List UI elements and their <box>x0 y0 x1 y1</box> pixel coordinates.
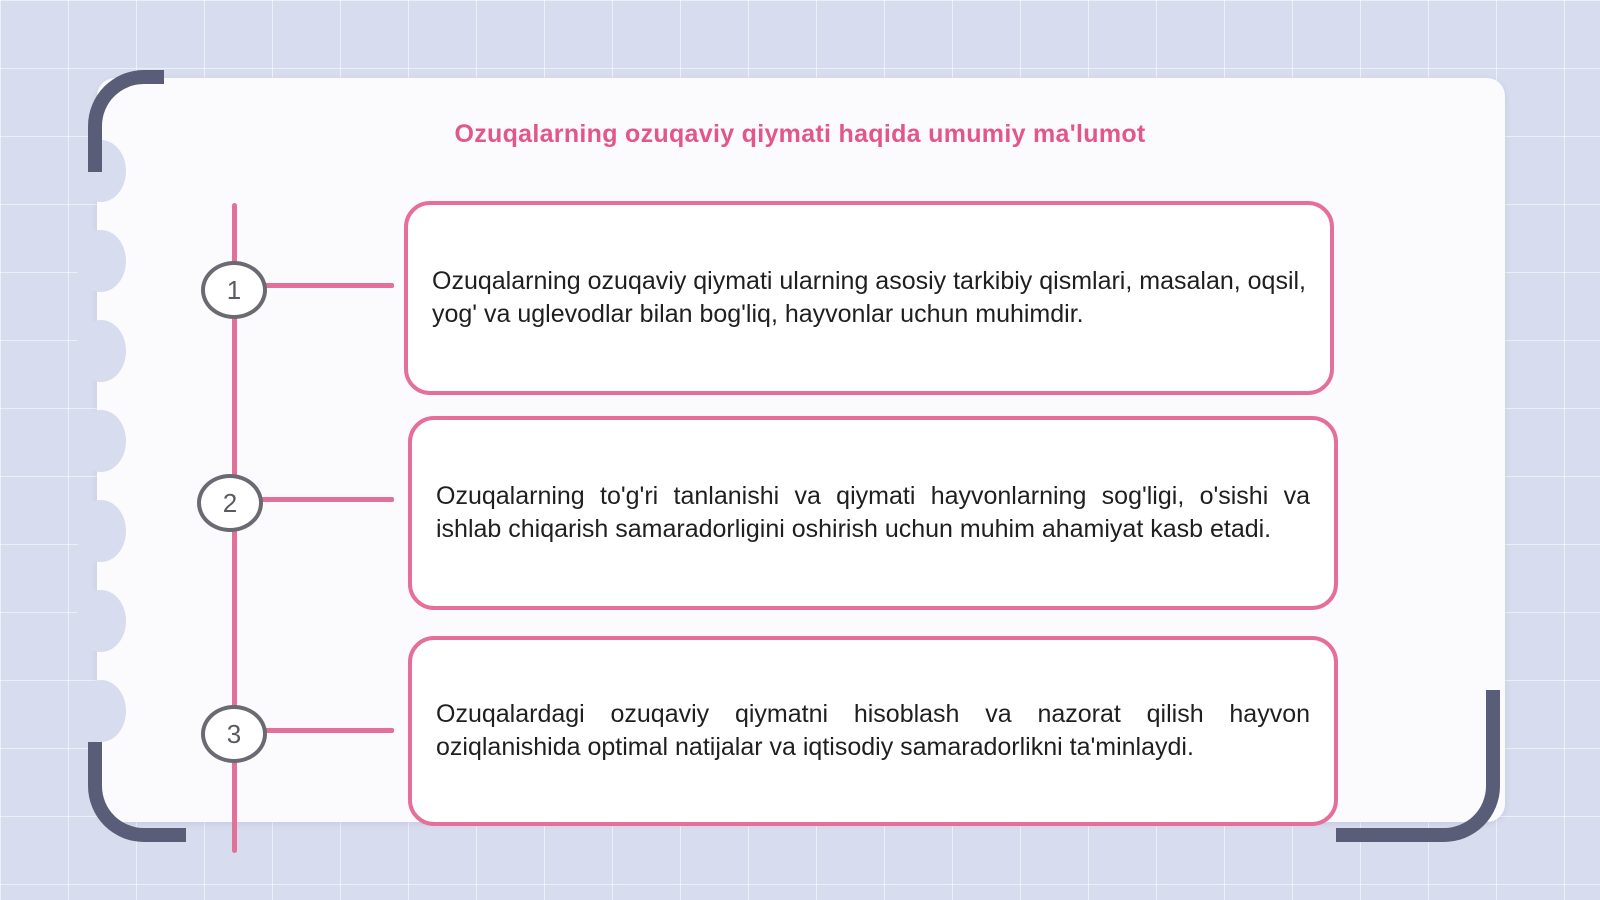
timeline-connector <box>258 497 394 502</box>
marker-number: 3 <box>226 718 242 749</box>
card-text: Ozuqalarning to'g'ri tanlanishi va qiymati hayvonlarning sog'ligi, o'sishi va ishlab chiqarish samaradorligini oshirish uchun muhim ahamiyat kasb etadi. <box>436 482 1310 543</box>
timeline-card <box>408 636 1338 826</box>
timeline-card <box>408 416 1338 610</box>
paper-hole <box>76 590 126 652</box>
frame-corner-bottom-left <box>88 742 186 842</box>
slide-title: Ozuqalarning ozuqaviy qiymati haqida umumiy ma'lumot <box>454 120 1146 148</box>
frame-corner-bottom-right <box>1336 690 1500 842</box>
timeline-connector <box>262 728 394 733</box>
timeline-marker <box>201 261 267 319</box>
paper-hole <box>76 680 126 742</box>
marker-number: 1 <box>226 274 242 305</box>
timeline-card <box>404 201 1334 395</box>
timeline-marker <box>201 705 267 763</box>
marker-number: 2 <box>222 487 238 518</box>
card-text: Ozuqalarning ozuqaviy qiymati ularning asosiy tarkibiy qismlari, masalan, oqsil, yog' va uglevodlar bilan bog'liq, hayvonlar uchun muhimdir. <box>432 267 1306 328</box>
paper-hole <box>76 230 126 292</box>
timeline-connector <box>262 283 394 288</box>
paper-hole <box>76 320 126 382</box>
paper-hole <box>76 500 126 562</box>
timeline-marker <box>197 474 263 532</box>
paper-hole <box>76 410 126 472</box>
card-text: Ozuqalardagi ozuqaviy qiymatni hisoblash va nazorat qilish hayvon oziqlanishida optimal natijalar va iqtisodiy samaradorlikni ta'minlaydi. <box>436 700 1310 761</box>
